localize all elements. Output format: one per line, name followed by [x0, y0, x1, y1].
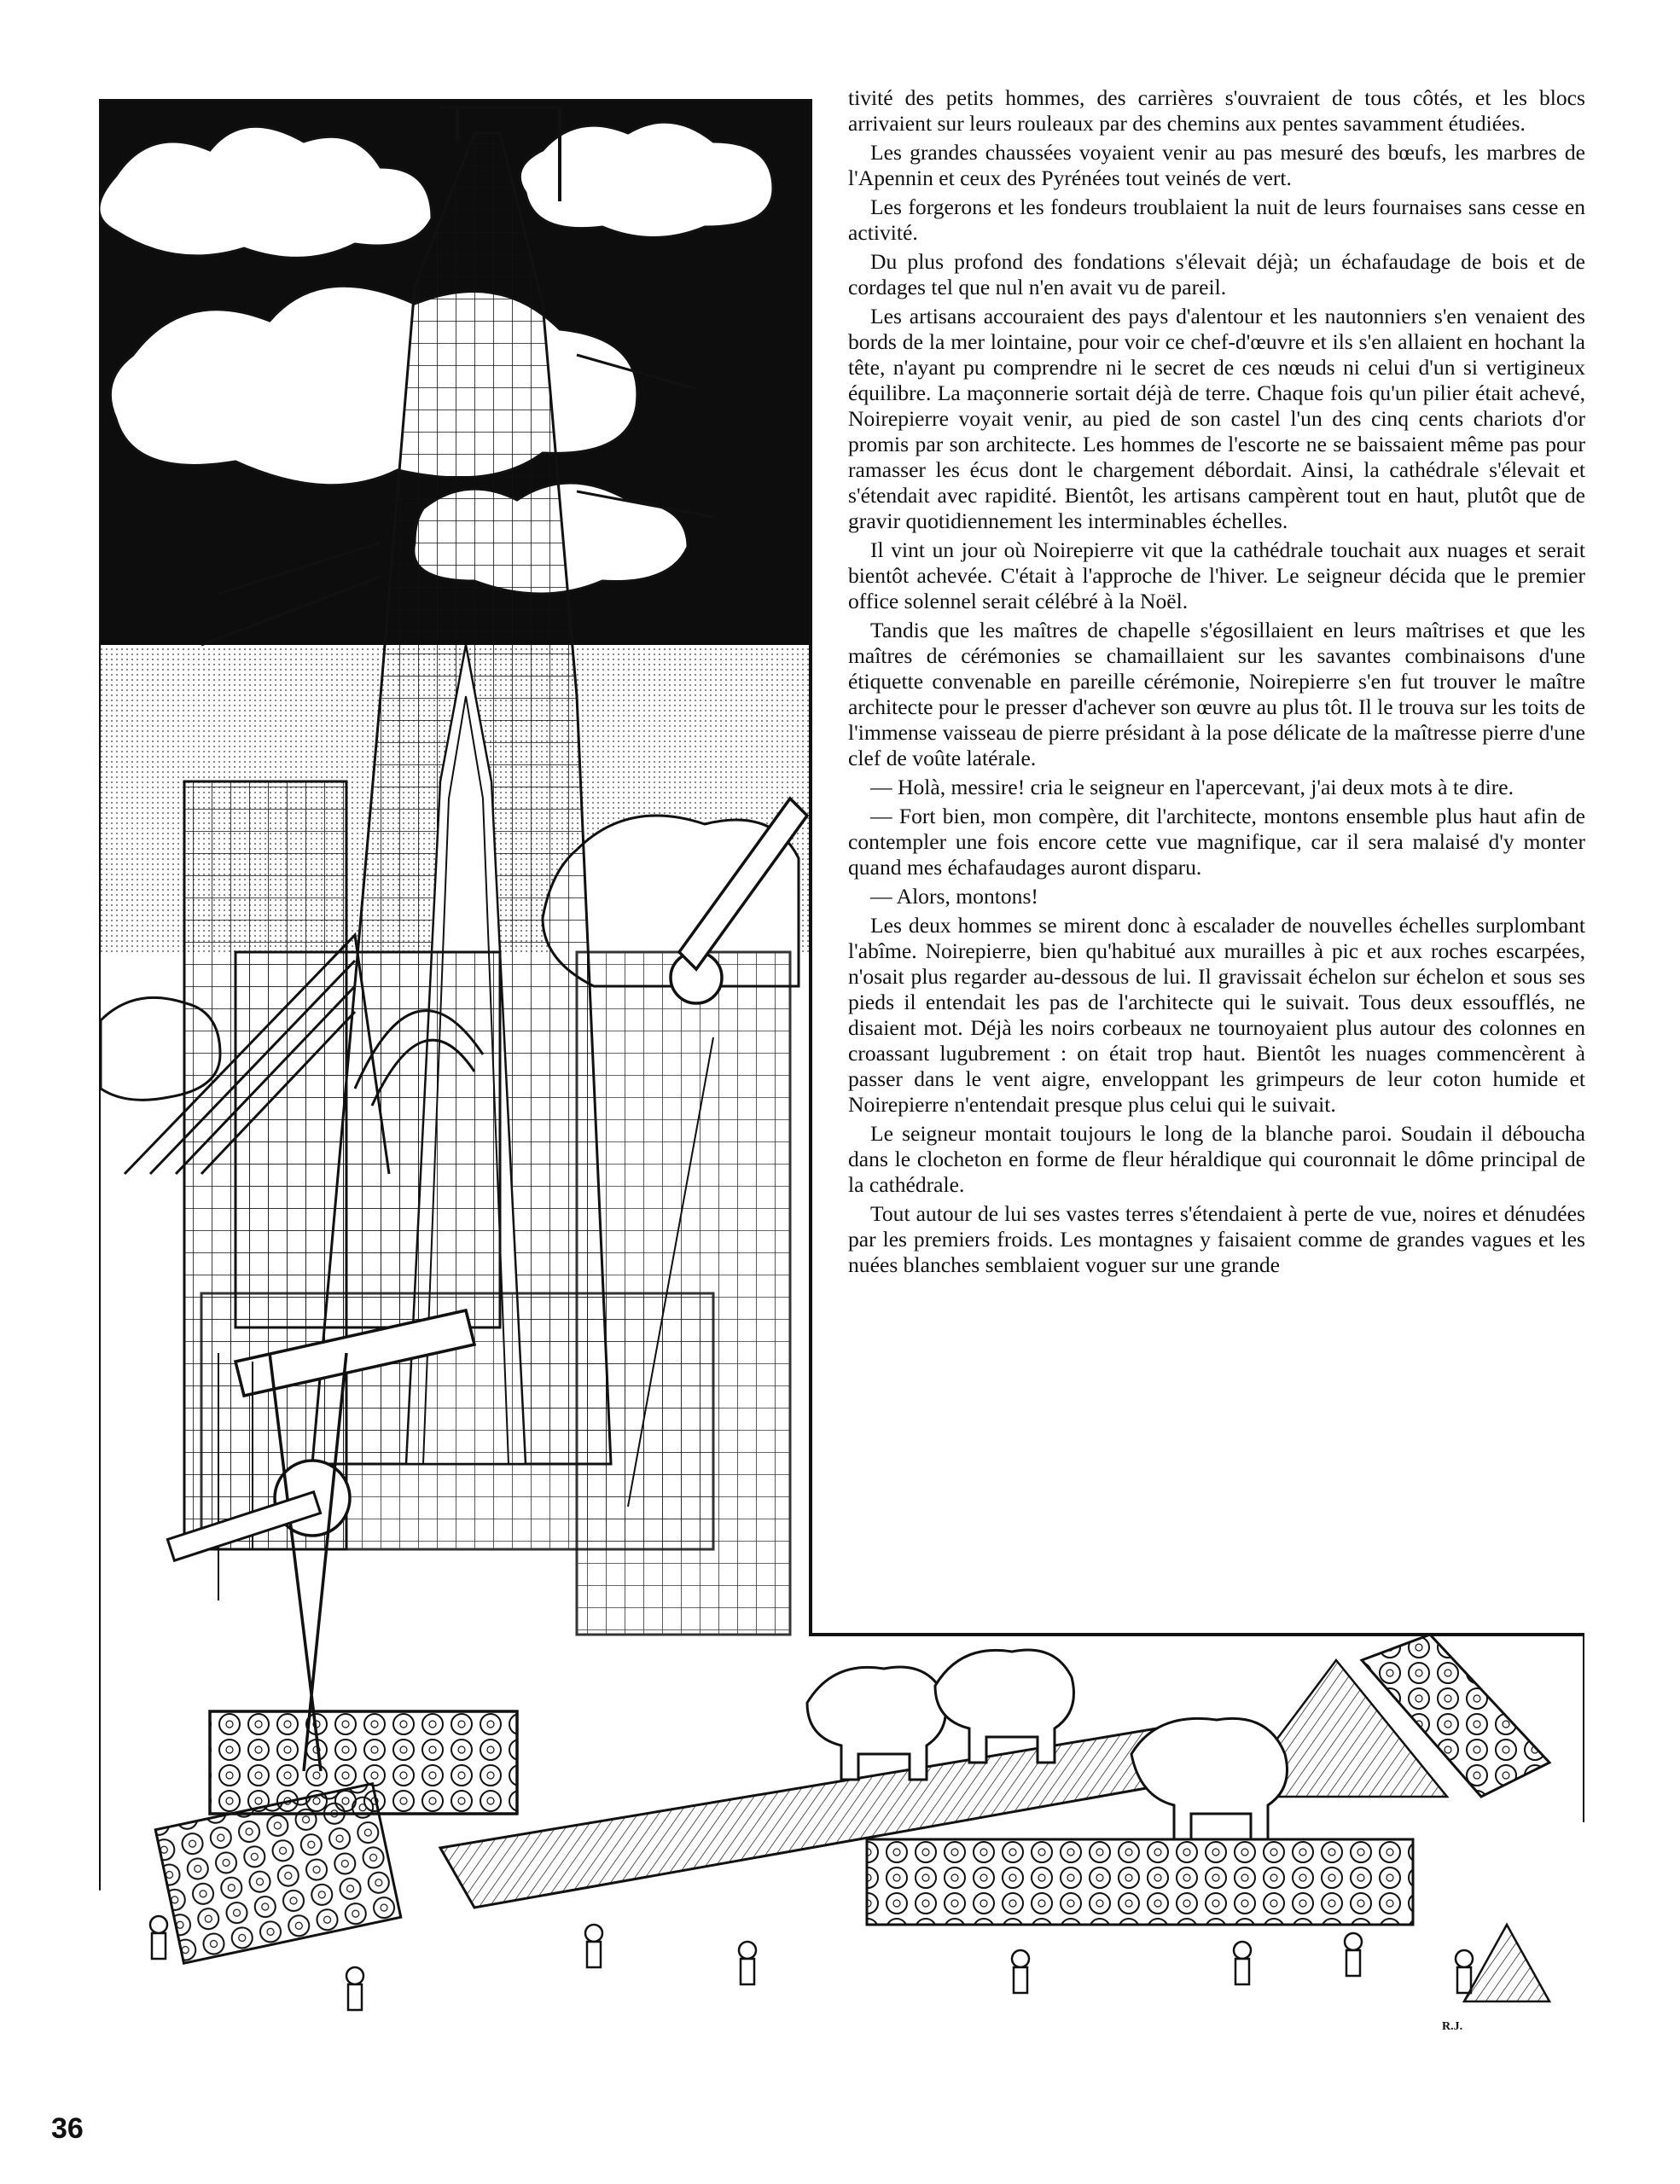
article-paragraph: tivité des petits hommes, des carrières s'ouvraient de tous côtés, et les blocs arrivaient sur leurs rouleaux par des chemins aux pentes savamment étudiées.	[848, 85, 1585, 136]
article-text-column	[848, 85, 1585, 1672]
article-paragraph: — Alors, montons!	[870, 884, 1038, 909]
article-paragraph: — Holà, messire! cria le seigneur en l'apercevant, j'ai deux mots à te dire.	[870, 775, 1514, 799]
article-paragraph: Les artisans accouraient des pays d'alentour et les nautonniers s'en venaient des bords de la mer lointaine, pour voir ce chef-d'œuvre et ils s'en allaient en hochant la tête, n'ayant pu comprendre ni le secret de ces nœuds ni celui d'un si vertigineux équilibre. La maçonnerie sortait déjà de terre. Chaque fois qu'un pilier était achevé, Noirepierre voyait venir, au pied de son castel l'un des cinq cents chariots d'or promis par son architecte. Les hommes de l'escorte ne se baissaient même pas pour ramasser les écus dont le chargement débordait. Ainsi, la cathédrale s'élevait et s'étendait avec rapidité. Bientôt, les artisans campèrent tout en haut, plutôt que de gravir quotidiennement les interminables échelles.	[848, 304, 1585, 533]
article-paragraph: Les deux hommes se mirent donc à escalader de nouvelles échelles surplombant l'abîme. Noirepierre, bien qu'habitué aux murailles à pic et aux roches escarpées, n'osait plus regarder au-dessous de lui. Il gravissait échelon sur échelon et sous ses pieds il entendait les pas de l'architecte qui le suivait. Tous deux essoufflés, ne disaient mot. Déjà les noirs corbeaux ne tournoyaient plus autour des colonnes en croassant lugubrement : on était trop haut. Bientôt les nuages commencèrent à passer dans le vent aigre, enveloppant les grimpeurs de leur coton humide et Noirepierre n'entendait presque plus celui qui le suivait.	[848, 913, 1585, 1117]
article-paragraph: Les forgerons et les fondeurs troublaient la nuit de leurs fournaises sans cesse en activité.	[848, 195, 1585, 245]
article-paragraph: Du plus profond des fondations s'élevait déjà; un échafaudage de bois et de cordages tel que nul n'en avait vu de pareil.	[848, 249, 1585, 299]
article-paragraph: Le seigneur montait toujours le long de la blanche paroi. Soudain il déboucha dans le clocheton en forme de fleur héraldique qui couronnait le dôme principal de la cathédrale.	[848, 1121, 1585, 1197]
illustrator-signature: R.J.	[1442, 2020, 1463, 2033]
article-paragraph: Les grandes chaussées voyaient venir au pas mesuré des bœufs, les marbres de l'Apennin et ceux des Pyrénées tout veinés de vert.	[848, 140, 1585, 190]
article-paragraph: Tout autour de lui ses vastes terres s'étendaient à perte de vue, noires et dénudées par les premiers froids. Les montagnes y faisaient comme de grandes vagues et les nuées blanches semblaient voguer sur une grande	[848, 1201, 1585, 1277]
article-paragraph: — Fort bien, mon compère, dit l'architecte, montons ensemble plus haut afin de contempler une fois encore cette vue magnifique, car il sera malaisé d'y monter quand mes échafaudages auront disparu.	[848, 804, 1585, 880]
page-number: 36	[51, 2112, 84, 2145]
article-paragraph: Il vint un jour où Noirepierre vit que la cathédrale touchait aux nuages et serait bientôt achevée. C'était à l'approche de l'hiver. Le seigneur décida que le premier office solennel serait célébré à la Noël.	[848, 537, 1585, 613]
article-paragraph: Tandis que les maîtres de chapelle s'égosillaient en leurs maîtrises et que les maîtres de cérémonies se chamaillaient sur les savantes combinaisons d'une étiquette convenable en pareille cérémonie, Noirepierre s'en fut trouver le maître architecte pour le presser d'achever son œuvre au plus tôt. Il le trouva sur les toits de l'immense vaisseau de pierre présidant à la pose délicate de la maîtresse pierre d'une clef de voûte latérale.	[848, 618, 1585, 770]
